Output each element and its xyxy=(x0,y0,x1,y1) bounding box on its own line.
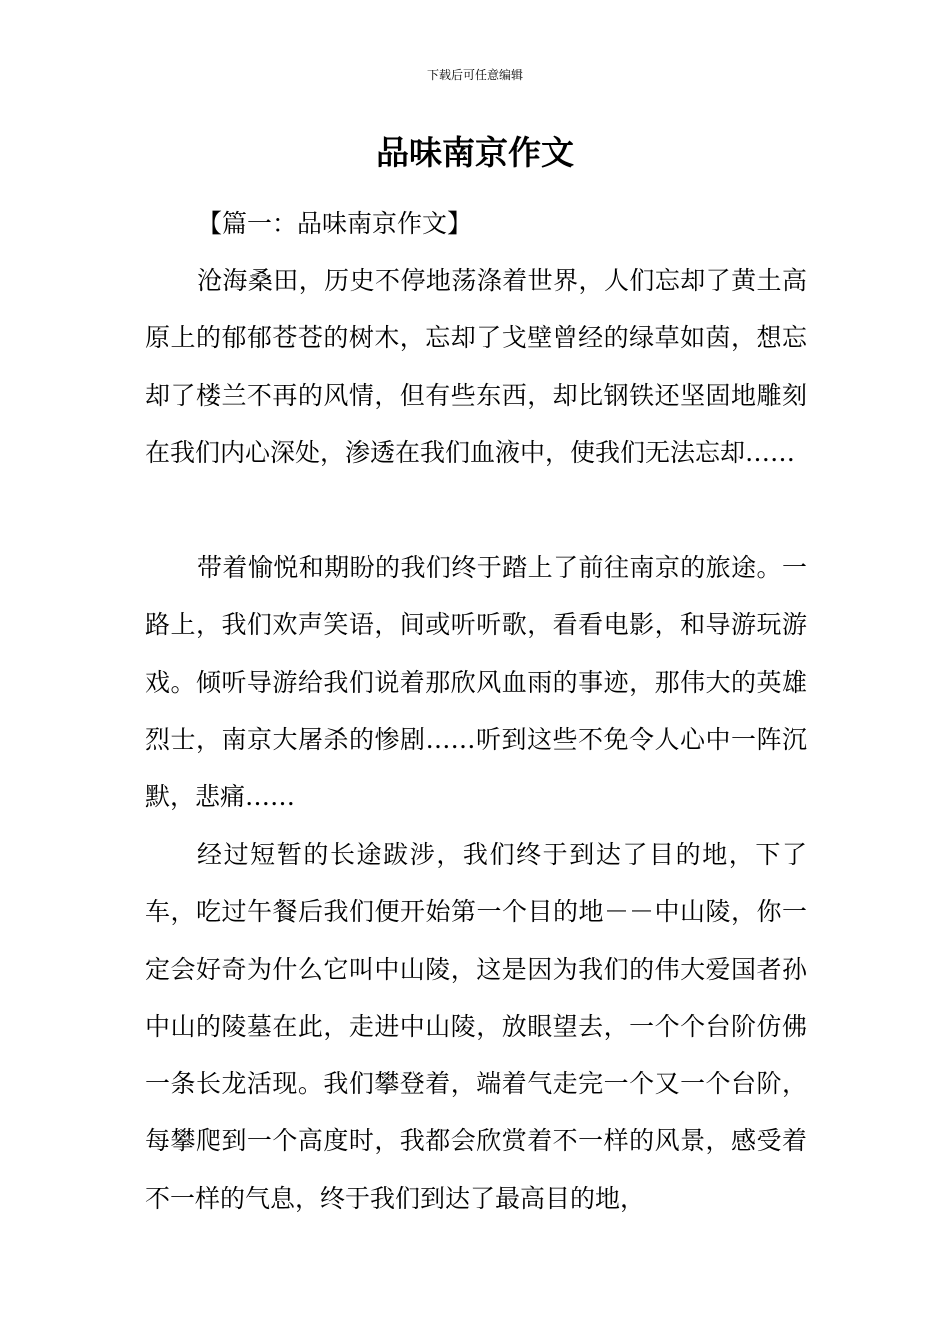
body-paragraph-2: 带着愉悦和期盼的我们终于踏上了前往南京的旅途。一路上，我们欢声笑语，间或听听歌，看看电影，和导游玩游戏。倾听导游给我们说着那欣风血雨的事迹，那伟大的英雄烈士，南京大屠杀的惨剧……听到这些不免令人心中一阵沉默，悲痛…… xyxy=(145,553,807,812)
document-title: 品味南京作文 xyxy=(376,133,574,172)
body-paragraph-3: 经过短暂的长途跋涉，我们终于到达了目的地，下了车，吃过午餐后我们便开始第一个目的地－－中山陵，你一定会好奇为什么它叫中山陵，这是因为我们的伟大爱国者孙中山的陵墓在此，走进中山陵，放眼望去，一个个台阶仿佛一条长龙活现。我们攀登着，端着气走完一个又一个台阶，每攀爬到一个高度时，我都会欣赏着不一样的风景，感受着不一样的气息，终于我们到达了最高目的地， xyxy=(145,840,807,1213)
section-heading: 【篇一：品味南京作文】 xyxy=(197,209,473,238)
header-note: 下载后可任意编辑 xyxy=(426,68,523,82)
body-paragraph-1: 沧海桑田，历史不停地荡涤着世界，人们忘却了黄土高原上的郁郁苍苍的树木，忘却了戈壁曾经的绿草如茵，想忘却了楼兰不再的风情，但有些东西，却比钢铁还坚固地雕刻在我们内心深处，渗透在我们血液中，使我们无法忘却…… xyxy=(145,266,807,467)
